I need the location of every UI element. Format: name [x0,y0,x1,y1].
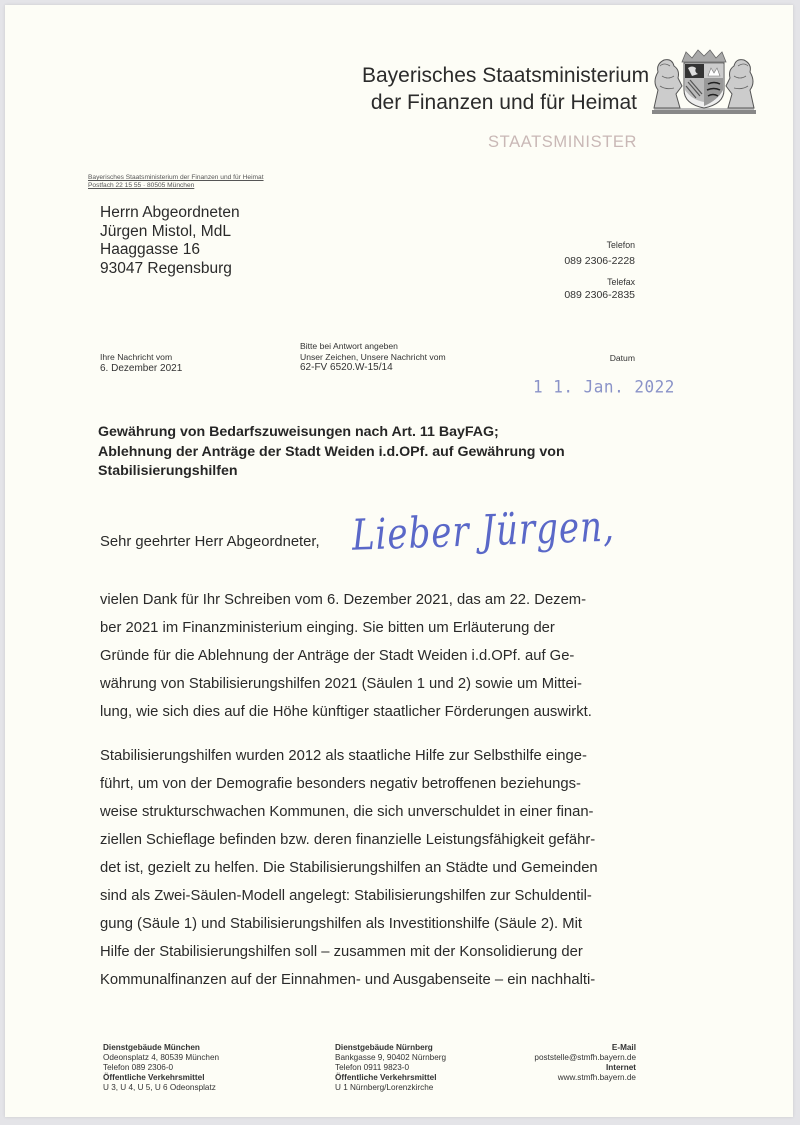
recipient-address [100,204,240,278]
footer-nuremberg-address: Bankgasse 9, 90402 Nürnberg [335,1053,447,1062]
body-paragraph-1 [100,586,592,726]
footer-munich-transit-title: Öffentliche Verkehrsmittel [103,1073,205,1082]
body-line: ber 2021 im Finanzministerium einging. Sie bitten um Erläuterung der [100,620,555,636]
footer-munich-phone: Telefon 089 2306-0 [103,1063,174,1072]
subject-line3: Stabilisierungshilfen [98,463,238,479]
footer-nuremberg-title: Dienstgebäude Nürnberg [335,1043,433,1052]
your-message-block [100,352,182,375]
minister-title: STAATSMINISTER [488,133,637,151]
footer-munich-transit: U 3, U 4, U 5, U 6 Odeonsplatz [103,1083,216,1092]
footer-email[interactable]: poststelle@stmfh.bayern.de [534,1053,636,1062]
body-line: Gründe für die Ablehnung der Anträge der Stadt Weiden i.d.OPf. auf Ge- [100,648,575,664]
phone-block [564,240,635,267]
reply-note: Bitte bei Antwort angeben [300,341,398,351]
body-line: det ist, gezielt zu helfen. Die Stabilisierungshilfen an Städte und Gemeinden [100,860,598,876]
body-line: weise strukturschwachen Kommunen, die sich unverschuldet in einer finan- [100,804,594,820]
return-address-line2: Postfach 22 15 55 · 80505 München [88,182,195,189]
subject [98,423,565,482]
fax-block [564,277,635,301]
handwritten-salutation: Lieber Jürgen, [351,501,616,561]
date-label: Datum [609,353,635,363]
footer-munich-address: Odeonsplatz 4, 80539 München [103,1053,220,1062]
footer-nuremberg-phone: Telefon 0911 9823-0 [335,1063,410,1072]
ministry-name [362,62,650,116]
recipient-line3: Haaggasse 16 [100,241,200,258]
footer-munich-title: Dienstgebäude München [103,1043,200,1052]
recipient-line1: Herrn Abgeordneten [100,204,240,221]
body-line: führt, um von der Demografie besonders negativ betroffenen beziehungs- [100,776,581,792]
body-line: lung, wie sich dies auf die Höhe künftiger staatlicher Förderungen auswirkt. [100,704,592,720]
body-line: sind als Zwei-Säulen-Modell angelegt: Stabilisierungshilfen zur Schuldentil- [100,888,592,904]
fax-label: Telefax [607,277,635,287]
footer-nuremberg-transit: U 1 Nürnberg/Lorenzkirche [335,1083,434,1092]
coat-of-arms-icon [646,46,762,118]
salutation: Sehr geehrter Herr Abgeordneter, [100,534,320,550]
body-line: vielen Dank für Ihr Schreiben vom 6. Dezember 2021, das am 22. Dezem- [100,592,587,608]
our-reference-block [300,341,446,374]
subject-line1: Gewährung von Bedarfszuweisungen nach Art. 11 BayFAG; [98,424,499,440]
body-line: Hilfe der Stabilisierungshilfen soll – zusammen mit der Konsolidierung der [100,944,583,960]
our-ref-value: 62-FV 6520.W-15/14 [300,362,393,373]
footer-email-label: E-Mail [611,1043,636,1052]
our-ref-label: Unser Zeichen, Unsere Nachricht vom [300,351,446,362]
footer-web[interactable]: www.stmfh.bayern.de [557,1073,636,1082]
body-line: währung von Stabilisierungshilfen 2021 (Säulen 1 und 2) sowie um Mittei- [100,676,582,692]
body-line: ziellen Schieflage befinden bzw. deren finanzielle Leistungsfähigkeit gefähr- [100,832,596,848]
recipient-line4: 93047 Regensburg [100,259,232,277]
body-line: Kommunalfinanzen auf der Einnahmen- und Ausgabenseite – ein nachhalti- [100,972,596,988]
date-stamp: 1 1. Jan. 2022 [533,376,675,397]
ministry-name-line1: Bayerisches Staatsministerium [362,64,650,87]
footer-nuremberg [335,1043,446,1093]
return-address-line1: Bayerisches Staatsministerium der Finanzen und für Heimat [88,174,264,181]
phone-label: Telefon [606,240,635,250]
body-line: Stabilisierungshilfen wurden 2012 als staatliche Hilfe zur Selbsthilfe einge- [100,748,587,764]
body-line: gung (Säule 1) und Stabilisierungshilfen als Investitionshilfe (Säule 2). Mit [100,916,582,932]
ministry-name-line2: der Finanzen und für Heimat [370,91,637,114]
subject-line2: Ablehnung der Anträge der Stadt Weiden i.d.OPf. auf Gewährung von [98,443,565,460]
return-address [88,174,264,190]
your-message-label: Ihre Nachricht vom [100,352,173,362]
body-paragraph-2 [100,742,598,994]
footer-nuremberg-transit-title: Öffentliche Verkehrsmittel [335,1073,437,1082]
footer-web-label: Internet [605,1063,636,1072]
phone-number: 089 2306-2228 [564,255,635,267]
recipient-line2: Jürgen Mistol, MdL [100,222,231,240]
footer-munich [103,1043,219,1093]
your-message-date: 6. Dezember 2021 [100,362,183,374]
footer-online [534,1043,636,1083]
fax-number: 089 2306-2835 [564,289,635,301]
